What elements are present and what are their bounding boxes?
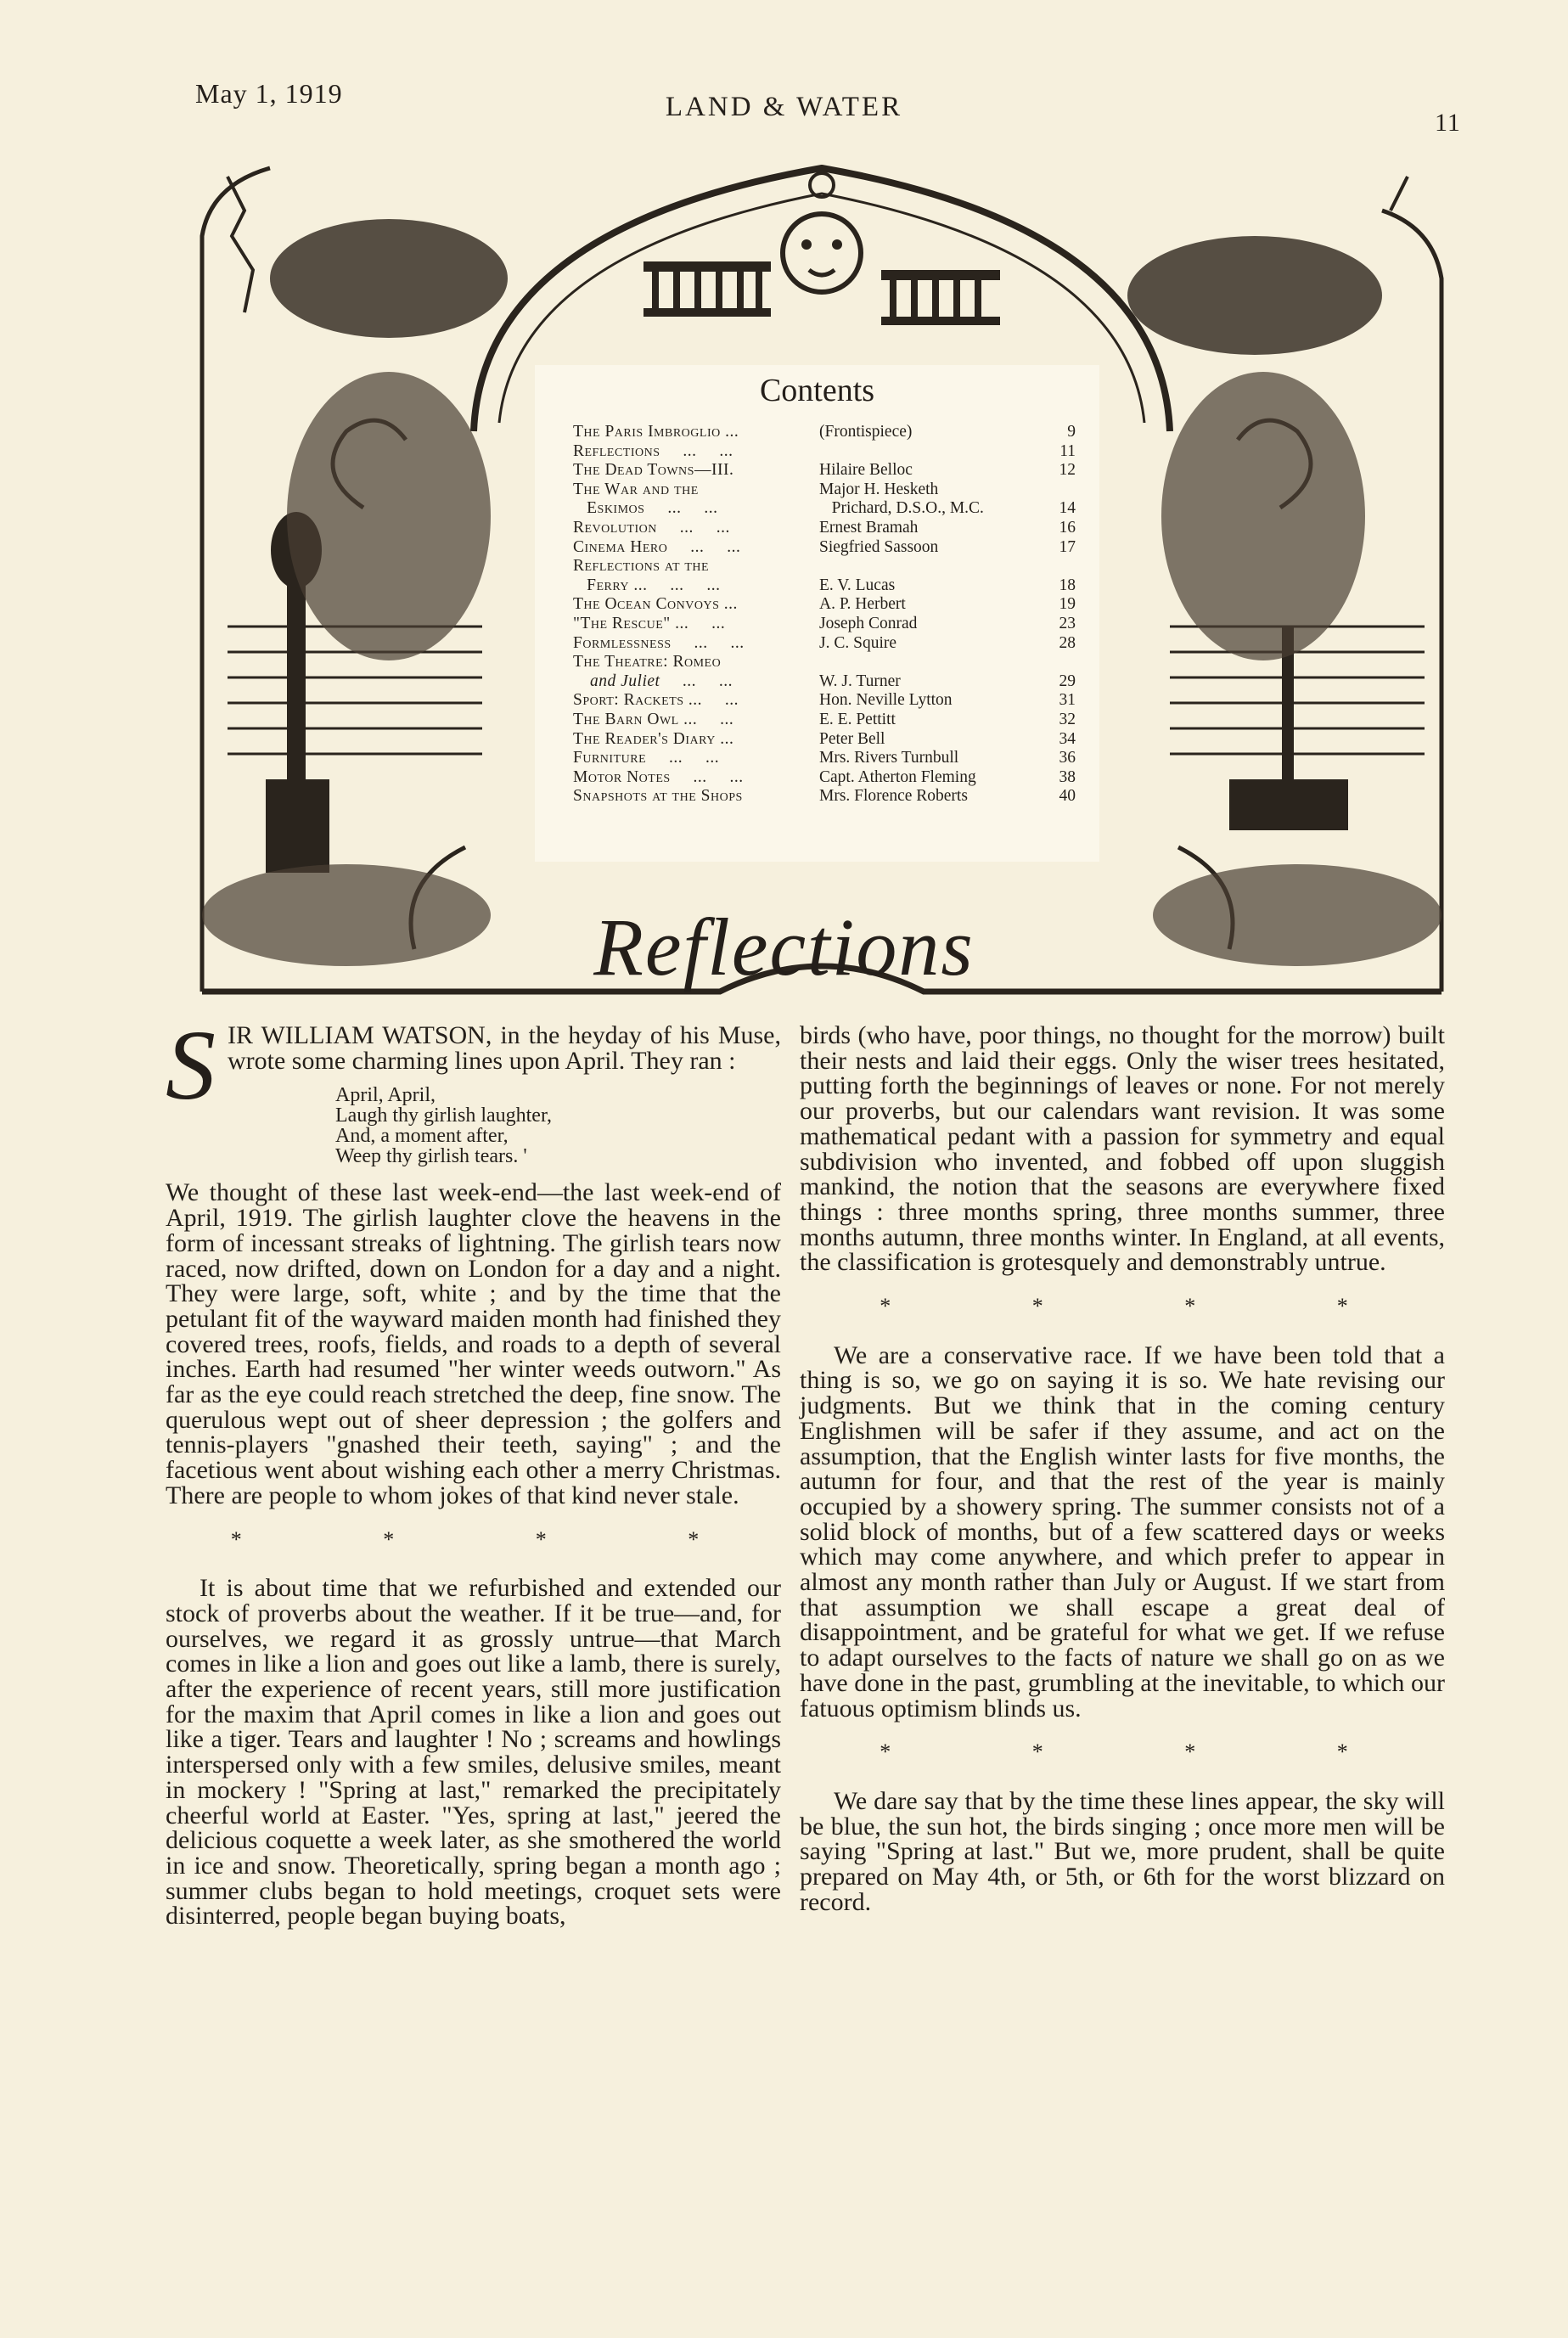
toc-author: Mrs. Florence Roberts (819, 787, 968, 806)
lion-head-ornament (783, 173, 861, 292)
toc-page: 32 (1059, 710, 1076, 728)
toc-author: Prichard, D.S.O., M.C. (819, 499, 984, 518)
toc-title: Formlessness ... ... (573, 633, 745, 652)
toc-page: 16 (1059, 518, 1076, 537)
toc-row (573, 481, 1082, 500)
verse-line: Weep thy girlish tears. ' (335, 1145, 527, 1168)
toc-title: The Barn Owl ... ... (573, 710, 734, 728)
toc-page: 14 (1059, 499, 1076, 518)
toc-title: The Ocean Convoys ... (573, 595, 738, 614)
toc-page (1042, 557, 1076, 576)
toc-title: Furniture ... ... (573, 749, 720, 767)
article-column-left (166, 1009, 781, 1931)
toc-row (573, 615, 1082, 634)
toc-author: Ernest Bramah (819, 518, 919, 537)
lead-text: IR WILLIAM WATSON, in the heyday of his Muse, wrote some charming lines upon April. They ran : (228, 1021, 781, 1075)
toc-row (573, 595, 1082, 615)
toc-title: Reflections ... ... (573, 441, 733, 460)
toc-row (573, 538, 1082, 558)
toc-page: 19 (1059, 595, 1076, 614)
toc-title: Cinema Hero ... ... (573, 537, 741, 556)
toc-author: Mrs. Rivers Turnbull (819, 749, 959, 767)
contents-heading: Contents (759, 373, 875, 408)
toc-page: 12 (1059, 461, 1076, 480)
toc-author: Hon. Neville Lytton (819, 691, 953, 710)
toc-title: Motor Notes ... ... (573, 767, 744, 786)
table-of-contents (573, 423, 1082, 806)
toc-author: Siegfried Sassoon (819, 537, 939, 556)
toc-page: 29 (1059, 672, 1076, 690)
toc-row (573, 442, 1082, 462)
toc-author: Capt. Atherton Fleming (819, 767, 976, 786)
page-number: 11 (1435, 109, 1461, 137)
toc-row (573, 653, 1082, 672)
toc-row (573, 461, 1082, 481)
contents-panel (535, 365, 1099, 862)
toc-page: 40 (1059, 787, 1076, 806)
toc-author (819, 442, 1042, 462)
toc-page (1042, 481, 1076, 500)
verse-line: Laugh thy girlish laughter, (335, 1104, 552, 1127)
toc-page: 18 (1059, 576, 1076, 594)
toc-row (573, 634, 1082, 654)
toc-title: The Reader's Diary ... (573, 729, 734, 748)
toc-page: 31 (1059, 691, 1076, 710)
toc-title: Eskimos ... ... (573, 499, 718, 518)
toc-row (573, 672, 1082, 692)
toc-title: Snapshots at the Shops (573, 787, 743, 806)
toc-page: 34 (1059, 729, 1076, 748)
toc-row (573, 423, 1082, 442)
toc-title: "The Rescue" ... ... (573, 614, 726, 632)
toc-title: The Theatre: Romeo (573, 653, 722, 672)
section-break: * * * * (880, 1294, 1416, 1319)
article-column-right (800, 1023, 1445, 1915)
toc-row (573, 749, 1082, 768)
toc-page (1042, 653, 1076, 672)
toc-author (819, 557, 1042, 576)
toc-title: Revolution ... ... (573, 518, 730, 537)
publication-title: LAND & WATER (665, 92, 903, 122)
verse-line: And, a moment after, (335, 1125, 509, 1148)
toc-author: J. C. Squire (819, 633, 897, 652)
toc-page: 11 (1059, 441, 1076, 460)
toc-author: (Frontispiece) (819, 423, 913, 441)
paragraph: We dare say that by the time these lines appear, the sky will be blue, the sun hot, the birds singing ; once more men will be saying "Spring at last." But we, more prudent, shall be quite prepared on May 4th, or 5th, or 6th for the worst blizzard on record. (800, 1786, 1445, 1916)
paragraph: birds (who have, poor things, no thought for the morrow) built their nests and laid their eggs. Only the wiser trees hesitated, putting forth the beginnings of leaves or none. For not merely our proverbs, but our calendars want revision. It was some mathematical pedant with a passion for symmetry and equal subdivision who invented, and fobbed off upon sluggish mankind, the notion that the seasons are everywhere fixed things : three months spring, three months summer, three months autumn, three months winter. In England, at all events, the classification is grotesquely and demonstrably untrue. (800, 1021, 1445, 1277)
toc-page: 36 (1059, 749, 1076, 767)
toc-title: The War and the (573, 480, 699, 498)
verse-quote (335, 1085, 781, 1166)
toc-title: The Dead Towns—III. (573, 461, 734, 480)
toc-title: Reflections at the (573, 557, 710, 576)
toc-page: 17 (1059, 537, 1076, 556)
paragraph: It is about time that we refurbished and extended our stock of proverbs about the weather. If it be true—and, for ourselves, we regard it as grossly untrue—that March comes in like a lion and goes out like a lamb, there is surely, after the experience of recent years, still more justification for the maxim that April comes in like a lion and goes out like a tiger. Tears and laughter ! No ; screams and howlings interspersed only with a few smiles, delusive smiles, meant in mockery ! "Spring at last," remarked the precipitately cheerful world at Easter. "Yes, spring at last," jeered the delicious coquette a week later, as she smothered the world in ice and snow. Theoretically, spring began a month ago ; summer clubs began to hold meetings, croquet sets were disinterred, people began buying boats, (166, 1574, 781, 1931)
toc-title: and Juliet ... ... (590, 672, 733, 690)
toc-author: Major H. Hesketh (819, 480, 939, 498)
toc-author: A. P. Herbert (819, 595, 906, 614)
section-break: * * * * (230, 1526, 767, 1552)
toc-row (573, 499, 1082, 519)
toc-author: E. V. Lucas (819, 576, 896, 594)
toc-author: E. E. Pettitt (819, 710, 896, 728)
paragraph: We thought of these last week-end—the last week-end of April, 1919. The girlish laughter clove the heavens in the form of incessant streaks of lightning. The girlish tears now raced, now drifted, down on London for a day and a night. They were large, soft, white ; and by the time that the petulant fit of the wayward maiden month had finished they covered trees, roofs, fields, and roads to a depth of several inches. Earth had resumed "her winter weeds outworn." As far as the eye could reach stretched the deep, fine snow. The querulous wept out of sheer depression ; the golfers and tennis-players "gnashed their teeth, saying" ; and the facetious went about wishing each other a merry Christmas. There are people to whom jokes of that kind never stale. (166, 1178, 781, 1509)
toc-author: Joseph Conrad (819, 614, 918, 632)
toc-author: W. J. Turner (819, 672, 901, 690)
issue-date: May 1, 1919 (195, 78, 343, 109)
drop-cap: S (166, 1009, 216, 1121)
toc-page: 38 (1059, 767, 1076, 786)
section-break: * * * * (880, 1739, 1416, 1765)
toc-row (573, 576, 1082, 596)
toc-page: 9 (1067, 423, 1076, 441)
toc-row (573, 557, 1082, 576)
toc-page: 28 (1059, 633, 1076, 652)
toc-page: 23 (1059, 614, 1076, 632)
toc-title: The Paris Imbroglio ... (573, 423, 739, 441)
paragraph: We are a conservative race. If we have been told that a thing is so, we go on saying it is so. We hate revising our judgments. But we think that in the coming century Englishmen will be safer if they assume, and act on the assumption, that the English winter lasts for five months, the autumn for four, and that the rest of the year is mainly occupied by a showery spring. The summer consists not of a solid block of months, but of a few scattered days or weeks which may come anywhere, and which prefer to appear in almost any month rather than July or August. If we start from that assumption we shall escape a great deal of disappointment, and be grateful for what we get. If we refuse to adapt ourselves to the facts of nature we shall go on as we have done in the past, grumbling at the inevitable, to which our fatuous optimism blinds us. (800, 1340, 1445, 1723)
article-title: Reflections (593, 902, 975, 992)
toc-author: Peter Bell (819, 729, 885, 748)
verse-line: April, April, (335, 1084, 436, 1107)
toc-author (819, 653, 1042, 672)
toc-author: Hilaire Belloc (819, 461, 913, 480)
toc-row (573, 711, 1082, 730)
toc-row (573, 730, 1082, 750)
toc-title: Ferry ... ... ... (573, 576, 721, 594)
toc-row (573, 787, 1082, 806)
toc-title: Sport: Rackets ... ... (573, 691, 739, 710)
toc-row (573, 768, 1082, 788)
toc-row (573, 691, 1082, 711)
toc-row (573, 519, 1082, 538)
